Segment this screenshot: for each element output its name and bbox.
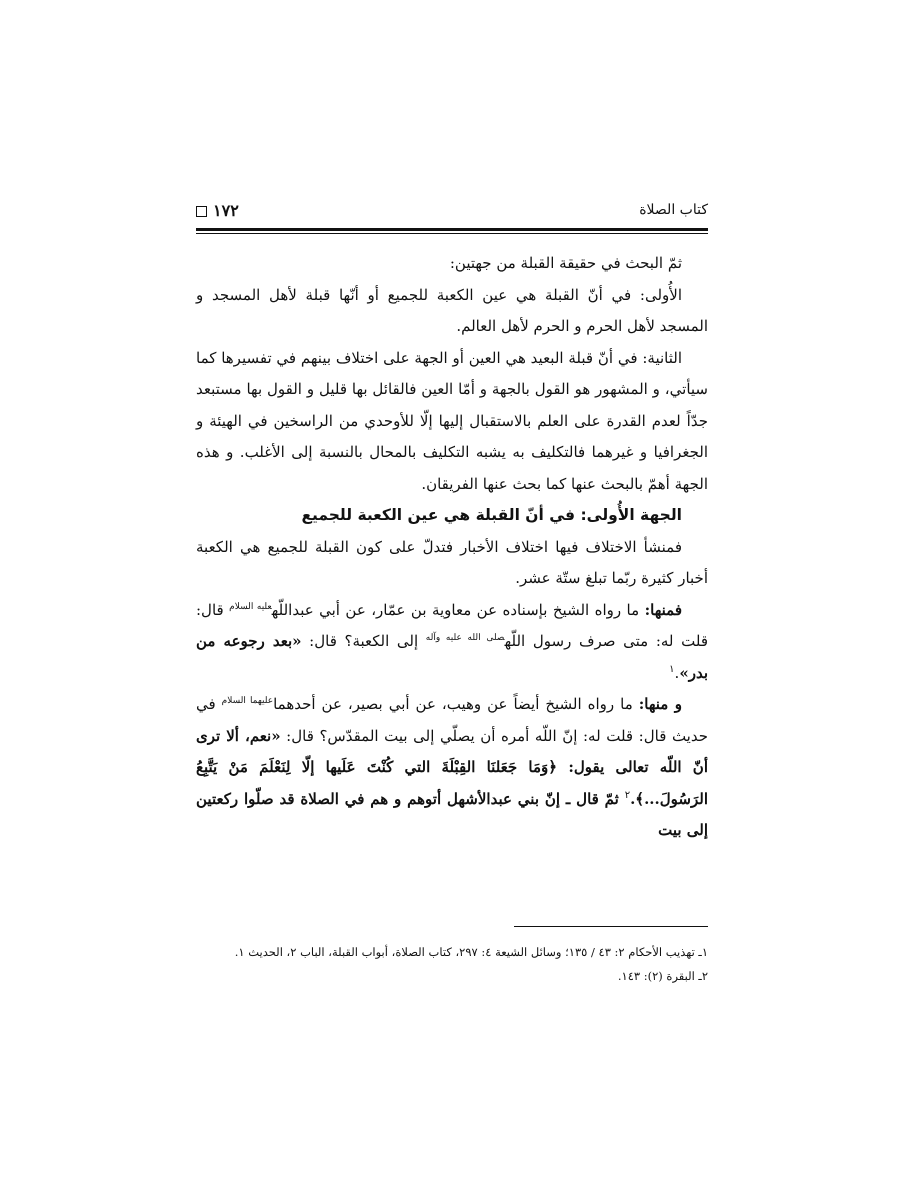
- narration-text: ما رواه الشيخ بإسناده عن معاوية بن عمّار، عن أبي عبداللّه: [271, 600, 645, 619]
- footnote-ref-2: ٢: [624, 789, 631, 801]
- paragraph-intro: ثمّ البحث في حقيقة القبلة من جهتين:: [449, 254, 682, 272]
- main-text: [196, 248, 708, 847]
- honorific-mark: عليهما السلام: [221, 696, 274, 706]
- paragraph-narration-1: [196, 595, 708, 690]
- narration-lead: فمنها:: [644, 600, 682, 619]
- header-rule-thin: [196, 233, 708, 234]
- narration-text: إلى الكعبة؟ قال:: [301, 632, 426, 650]
- footnote-ref-1: ١: [669, 663, 675, 675]
- honorific-mark: عليه السلام: [229, 601, 272, 612]
- paragraph-second-view: الثانية: في أنّ قبلة البعيد هي العين أو الجهة على اختلاف بينهم في تفسيرها كما سيأتي، و المشهور هو القول بالجهة و أمّا العين فالقائل بها قليل و القول بها مستبعد جدّاً لعدم القدرة على العلم بالاستقبال إليها إلّا للأوحدي من الراسخين في الهيئة و الجغرافيا و غيرهما فالتكليف به يشبه التكليف بالمحال بالنسبة إلى الأغلب. و هذه الجهة أهمّ بالبحث عنها كما بحث عنها الفريقان.: [196, 348, 708, 493]
- paragraph-origin: فمنشأ الاختلاف فيها اختلاف الأخبار فتدلّ على كون القبلة للجميع هي الكعبة أخبار كثيرة ربّما تبلغ ستّة عشر.: [196, 537, 708, 587]
- narration-text: ما رواه الشيخ أيضاً عن وهيب، عن أبي بصير، عن أحدهما: [273, 695, 639, 713]
- page-number: [196, 201, 239, 220]
- narration-text: ثمّ قال ـ إنّ بني عبدالأشهل أتوهم و هم في الصلاة قد صلّوا ركعتين إلى بيت: [196, 789, 708, 839]
- narration-text: في حديث قال: قلت له: إنّ اللّه أمره أن يصلّي إلى بيت المقدّس؟ قال:: [196, 695, 708, 745]
- narration-text: قال: قلت له: متى صرف رسول اللّه: [196, 600, 708, 650]
- narration-quote: «نعم، ألا ترى أنّ اللّه تعالى يقول: ﴿وَمَا جَعَلنَا القِبْلَةَ التي كُنْتَ عَلَيها إلّا لِنَعْلَمَ مَنْ يَتَّبِعُ الرَسُولَ...﴾.: [196, 726, 708, 808]
- page-header: [196, 198, 708, 226]
- running-title: كتاب الصلاة: [639, 202, 708, 218]
- paragraph-first-view: الأُولى: في أنّ القبلة هي عين الكعبة للجميع أو أنّها قبلة لأهل المسجد و المسجد لأهل الحرم و الحرم لأهل العالم.: [196, 285, 708, 335]
- footnotes: [196, 940, 708, 988]
- narration-text: .: [674, 663, 680, 682]
- footnote-rule: [514, 926, 708, 927]
- footnote-2: ٢ـ البقرة (٢): ١٤٣.: [617, 969, 708, 983]
- section-heading: الجهة الأُولى: في أنّ القبلة هي عين الكعبة للجميع: [301, 506, 682, 524]
- page-number-text: ١٧٢: [213, 201, 239, 220]
- header-rule-thick: [196, 228, 708, 231]
- square-marker-icon: [196, 206, 207, 217]
- paragraph-narration-2: [196, 689, 708, 847]
- footnote-1: ١ـ تهذيب الأحكام ٢: ٤٣ / ١٣٥؛ وسائل الشيعة ٤: ٢٩٧، كتاب الصلاة، أبواب القبلة، الباب ٢، الحديث ١.: [234, 945, 708, 959]
- honorific-mark: صلى الله عليه وآله: [425, 633, 505, 643]
- narration-lead: و منها:: [638, 695, 682, 713]
- narration-quote: «بعد رجوعه من بدر»: [196, 632, 708, 682]
